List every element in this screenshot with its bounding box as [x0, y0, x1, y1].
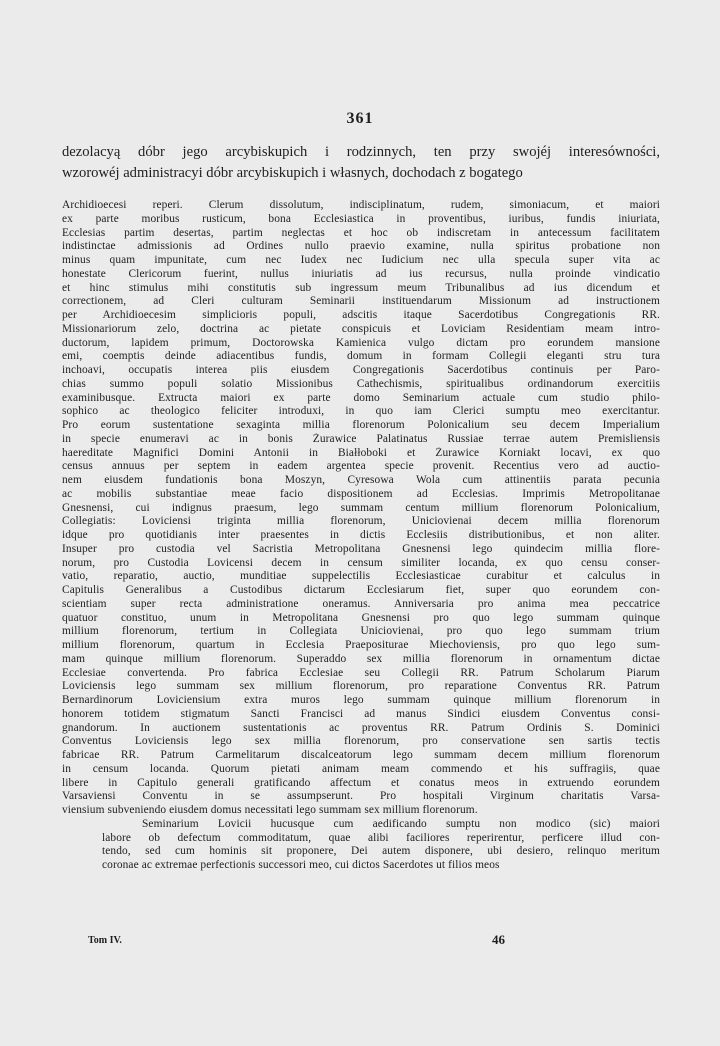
text-line: chias summo populi solatio Missionibus Cathechismis, spiritualibus ordinandorum exercitiis — [62, 377, 660, 390]
text-line: scientiam super recta administratione oneramus. Anniversaria pro anima mea peccatrice — [62, 597, 660, 610]
text-line: examinibusque. Extructa maiori ex parte domo Seminarium actuale cum studio philo- — [62, 391, 660, 404]
text-line: tendo, sed cum hominis sit proponere, Dei autem disponere, ubi desiero, relinquo meritum — [102, 845, 660, 858]
text-line: Ecclesias partim desertas, partim neglectas et hoc ob indiscretam in antecessum facilitatem — [62, 226, 660, 239]
header-line: dezolacyą dóbr jego arcybiskupich i rodzinnych, ten przy swojéj interesówności, — [62, 144, 660, 160]
text-line: Gnesnensi, cui indignus praesum, lego summam centum millium florenorum Polonicalium, — [62, 501, 660, 514]
text-line: mam quinque millium florenorum. Superaddo sex millia florenorum in ornamentum dictae — [62, 652, 660, 665]
paragraph-1 — [62, 199, 660, 818]
latin-body-text — [62, 199, 660, 873]
text-line: quatuor constituo, unum in Metropolitana Gnesnensi pro quo lego summam quinque — [62, 611, 660, 624]
text-line: coronae ac extremae perfectionis successori meo, cui dictos Sacerdotes ut filios meos — [102, 859, 500, 871]
text-line: Conventus Loviciensis lego sex millia florenorum, pro conservatione sen sartis tectis — [62, 735, 660, 748]
text-line: indistinctae admissionis ad Ordines nullo praevio examine, nulla spiritus probatione non — [62, 240, 660, 253]
text-line: honorem totidem stigmatum Sancti Francisci ad manus Sindici eiusdem Conventus consi- — [62, 707, 660, 720]
page-number: 361 — [346, 110, 374, 127]
text-line: correctionem, ad Cleri culturam Seminarii instituendarum Missionum ad instructionem — [62, 295, 660, 308]
text-line: vatio, reparatio, auctio, munditiae suppelectilis Ecclesiasticae curabitur et calculus in — [62, 570, 660, 583]
text-line: Bernardinorum Loviciensium extra muros lego summam quinque millium florenorum in — [62, 694, 660, 706]
text-line: libere in Capitulo generali gratificando affectum et conatus meos in extruendo eorundem — [62, 776, 660, 789]
text-line: census annuus per septem in eadem argentea specie provenit. Recentius vero ad auctio- — [62, 460, 660, 473]
volume-label: Tom IV. — [88, 935, 122, 946]
header-polish-text — [62, 142, 660, 184]
text-line: ex parte moribus rusticum, bona Ecclesiastica in proventibus, iuribus, fundis iniuriata, — [62, 212, 660, 225]
text-line: gnandorum. In auctionem sustentationis ac proventus RR. Patrum Ordinis S. Dominici — [62, 721, 660, 734]
text-line: et hinc stimulus mihi constitutis sub ingressum meum Tribunalibus ad ius dicendum et — [62, 281, 660, 294]
text-line: fabricae RR. Patrum Carmelitarum discalceatorum lego summam decem millium florenorum — [62, 749, 660, 761]
text-line: in specie enumeravi ac in bonis Żurawice Palatinatus Russiae terrae autem Premisliensis — [62, 432, 660, 445]
text-line: per Archidioecesim simplicioris populi, adscitis itaque Sacerdotibus Congregationis RR. — [62, 309, 660, 321]
text-line: Loviciensis lego summam sex millium florenorum, pro reparatione Conventus RR. Patrum — [62, 680, 660, 693]
text-line: ductorum, lapidem primum, Doctorowska Kamienica vulgo dictam pro eorundem mansione — [62, 336, 660, 349]
text-line: Ecclesiae convertenda. Pro fabrica Ecclesiae seu Collegii RR. Patrum Scholarum Piarum — [62, 666, 660, 679]
text-line: Pro eorum sustentatione sexaginta millia florenorum Polonicalium seu decem Imperialium — [62, 419, 660, 431]
text-line: millium florenorum, quartum in Ecclesia Praepositurae Miechoviensis, pro quo lego sum- — [62, 639, 660, 651]
text-line: Insuper pro custodia vel Sacristia Metropolitana Gnesnensi lego quindecim millia flore- — [62, 542, 660, 555]
text-line: inchoavi, occupatis interea piis eiusdem Congregationis Sacerdotibus continuis per Paro- — [62, 364, 660, 376]
text-line: haereditate Magnifici Domini Antonii in Białłoboki et Żurawice Korniakt locavi, ex quo — [62, 446, 660, 459]
text-line: norum, pro Custodia Lovicensi decem in censum similiter locanda, ex quo censu conser- — [62, 556, 660, 569]
paragraph-2 — [62, 818, 660, 873]
text-line: emi, coemptis deinde adiacentibus fundis, domum in formam Collegii eleganti stru tura — [62, 350, 660, 363]
text-line: Missionariorum zelo, doctrina ac pietate conspicuis et Loviciam Residentiam meam intro- — [62, 322, 660, 335]
text-line: in censum locanda. Quorum pietati animam meam commendo et his suffragiis, quae — [62, 762, 660, 775]
text-line: idque pro quotidianis inter praesentes in dictis Ecclesiis distributionibus, et non aliter. — [62, 529, 660, 541]
header-line: wzorowéj administracyi dóbr arcybiskupich i własnych, dochodach z bogatego — [62, 165, 523, 181]
text-line: Collegiatis: Loviciensi triginta millia florenorum, Uniciovienai decem millia florenorum — [62, 515, 660, 528]
text-line: labore ob defectum commoditatum, quae alibi faciliores reperirentur, perficere illud con- — [102, 831, 660, 844]
text-line: Archidioecesi reperi. Clerum dissolutum, indisciplinatum, rudem, simoniacum, et maiori — [62, 199, 660, 211]
text-line: sophico ac theologico feliciter introduxi, in quo iam Clerici sumptu meo exercitantur. — [62, 405, 660, 418]
text-line: Varsaviensi Conventu in se assumpserunt. Pro hospitali Virginum charitatis Varsa- — [62, 790, 660, 803]
text-line: nem eiusdem fundationis bona Moszyn, Cyresowa Wola cum attinentiis parata pecunia — [62, 474, 660, 486]
text-line: Seminarium Lovicii hucusque cum aedificando sumptu non modico (sic) maiori — [142, 817, 660, 830]
signature-mark: 46 — [492, 932, 505, 947]
text-line: millium florenorum, tertium in Collegiata Uniciovienai, pro quo lego summam trium — [62, 625, 660, 638]
text-line: minus quam impunitate, cum nec Iudex nec Iudicium nec ulla specula super vita ac — [62, 254, 660, 266]
text-line: ac mobilis substantiae meae facio dispositionem ad Ecclesias. Imprimis Metropolitanae — [62, 487, 660, 500]
text-line: viensium subveniendo eiusdem domus necessitati lego summam sex millium florenorum. — [62, 804, 478, 816]
text-line: Capitulis Generalibus a Custodibus dictarum Ecclesiarum fiet, super quo eorundem con- — [62, 584, 660, 596]
text-line: honestate Clericorum fuerint, nullus iniuriatis ad ius recursus, nulla proinde vindicatio — [62, 267, 660, 280]
